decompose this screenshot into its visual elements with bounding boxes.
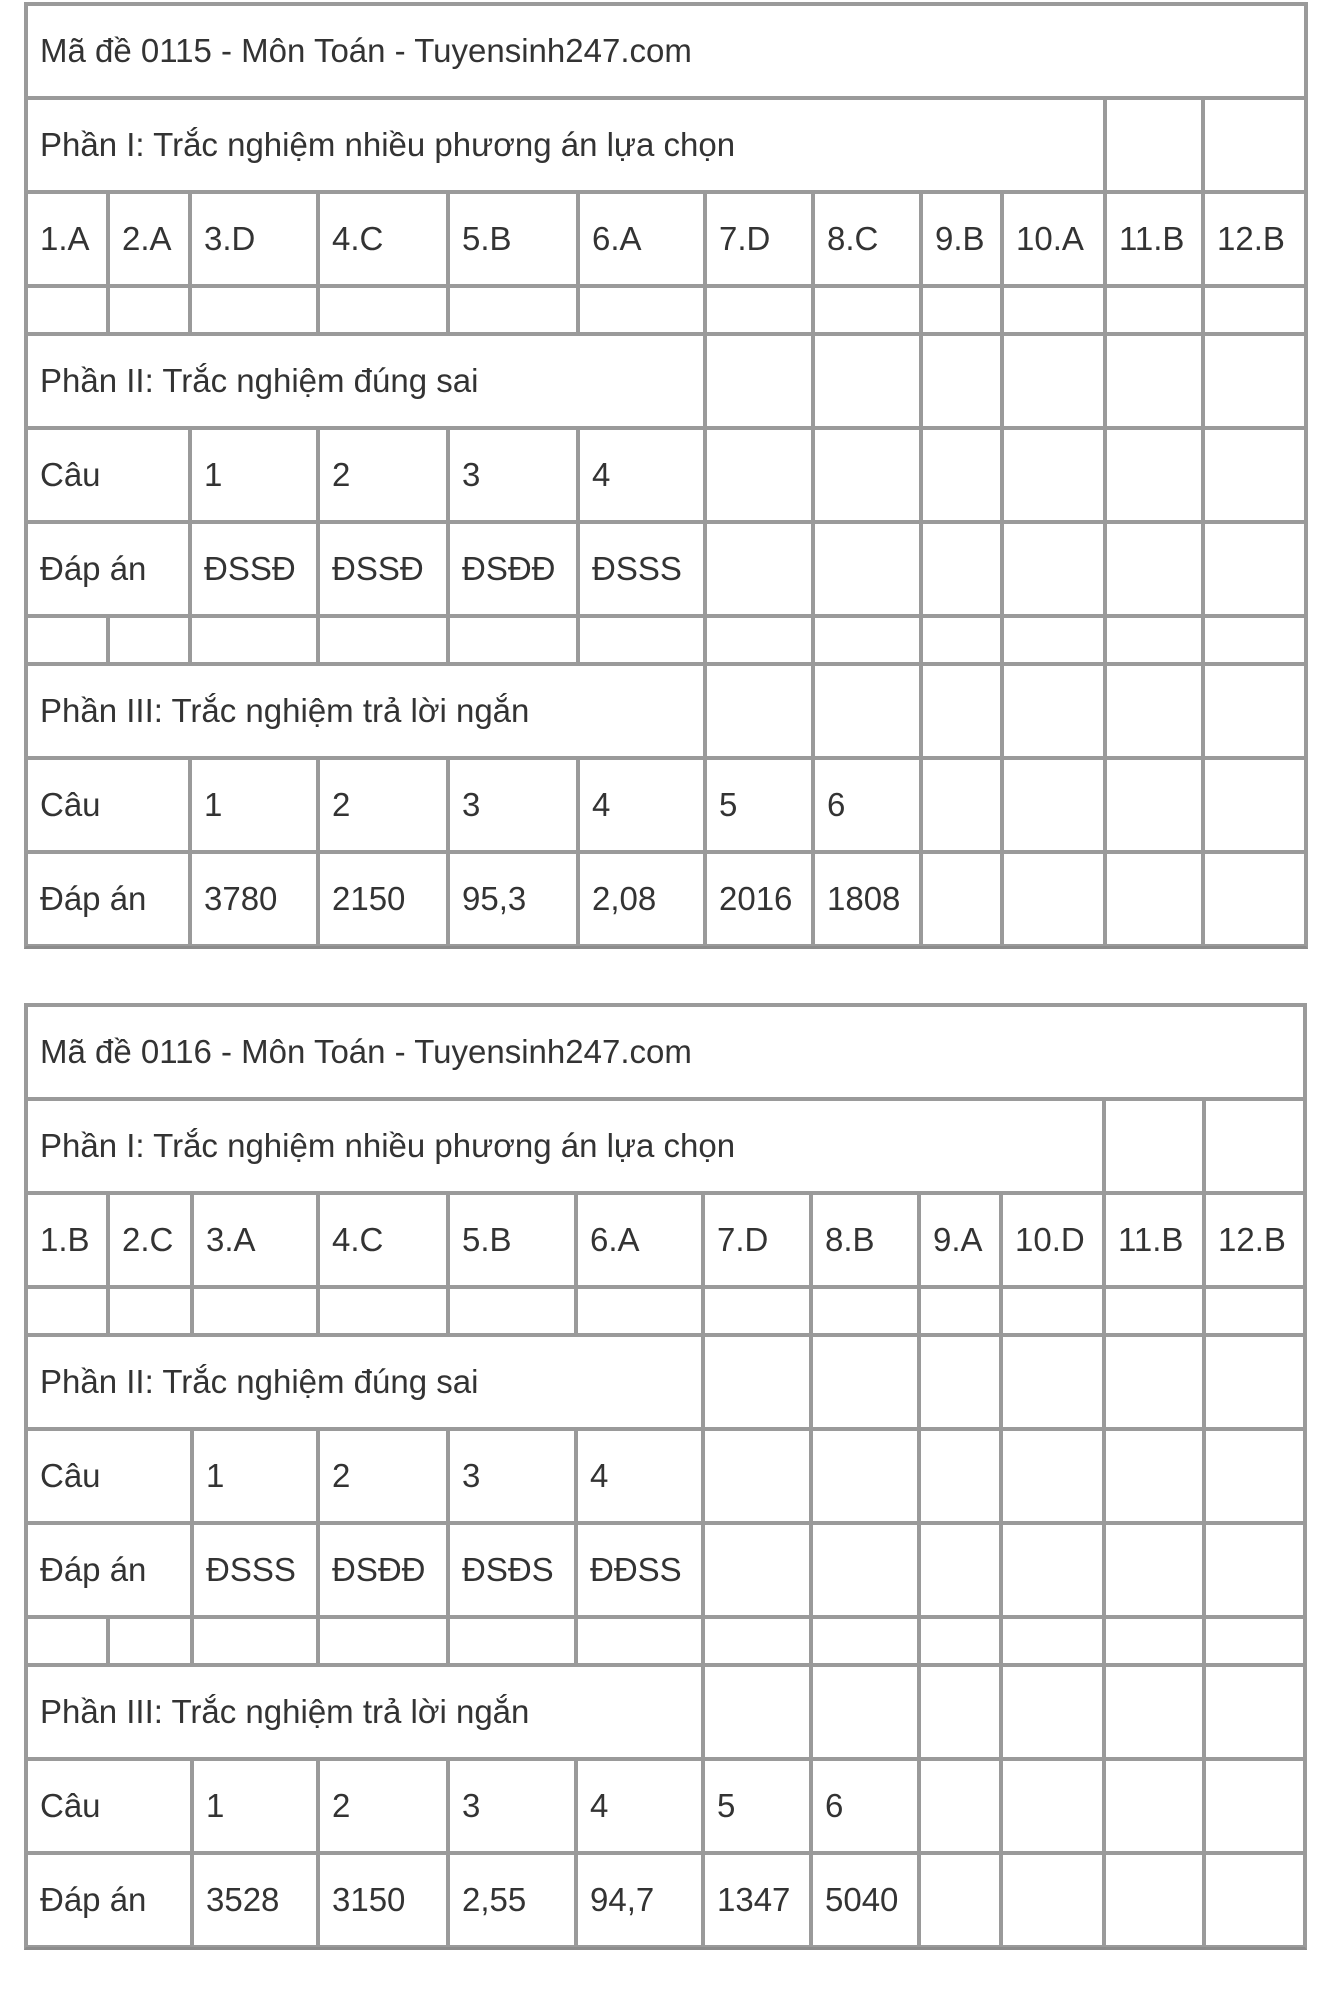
part2-question: 1 (192, 1429, 318, 1523)
part2-question: 2 (318, 428, 448, 522)
part3-answer: 1808 (813, 852, 921, 946)
part3-question: 4 (576, 1759, 703, 1853)
mc-answer: 1.A (26, 192, 108, 286)
mc-answer: 3.D (190, 192, 318, 286)
mc-answer: 5.B (448, 1193, 576, 1287)
mc-answer: 4.C (318, 1193, 448, 1287)
mc-answer: 11.B (1104, 1193, 1204, 1287)
part3-cau-label: Câu (26, 1759, 192, 1853)
part2-question: 3 (448, 1429, 576, 1523)
mc-answer: 12.B (1203, 192, 1306, 286)
answer-table-0115 (24, 2, 1308, 949)
mc-answer: 8.B (811, 1193, 919, 1287)
answer-table-0116 (24, 1003, 1307, 1950)
mc-answer: 7.D (703, 1193, 811, 1287)
part3-question-row (26, 758, 1306, 852)
part1-title: Phần I: Trắc nghiệm nhiều phương án lựa chọn (26, 1099, 1104, 1193)
part2-answer: ĐSSS (578, 522, 705, 616)
spacer-row (26, 1287, 1305, 1335)
part2-answer: ĐSĐĐ (318, 1523, 448, 1617)
part2-question: 2 (318, 1429, 448, 1523)
mc-answer: 8.C (813, 192, 921, 286)
spacer-row (26, 1617, 1305, 1665)
part2-answer-row (26, 522, 1306, 616)
mc-answer: 9.A (919, 1193, 1001, 1287)
part3-answer: 2150 (318, 852, 448, 946)
part3-dapan-label: Đáp án (26, 1853, 192, 1947)
part2-question: 3 (448, 428, 578, 522)
part2-cau-label: Câu (26, 428, 190, 522)
mc-answer: 2.C (108, 1193, 192, 1287)
part2-answer: ĐSĐĐ (448, 522, 578, 616)
part3-answer-row (26, 1853, 1305, 1947)
mc-answer: 10.D (1001, 1193, 1104, 1287)
part3-question-row (26, 1759, 1305, 1853)
part3-dapan-label: Đáp án (26, 852, 190, 946)
part2-question: 1 (190, 428, 318, 522)
part3-answer: 1347 (703, 1853, 811, 1947)
part3-answer: 2016 (705, 852, 813, 946)
part1-answer-row (26, 1193, 1305, 1287)
empty-cell (1105, 98, 1203, 192)
part3-answer-row (26, 852, 1306, 946)
part3-question: 3 (448, 1759, 576, 1853)
part3-question: 2 (318, 1759, 448, 1853)
part3-title: Phần III: Trắc nghiệm trả lời ngắn (26, 1665, 703, 1759)
part2-dapan-label: Đáp án (26, 1523, 192, 1617)
part3-answer: 5040 (811, 1853, 919, 1947)
mc-answer: 6.A (578, 192, 705, 286)
part3-answer: 95,3 (448, 852, 578, 946)
table-title: Mã đề 0116 - Môn Toán - Tuyensinh247.com (26, 1005, 1305, 1099)
mc-answer: 11.B (1105, 192, 1203, 286)
mc-answer: 3.A (192, 1193, 318, 1287)
part2-answer: ĐSSĐ (190, 522, 318, 616)
part2-question: 4 (578, 428, 705, 522)
part3-question: 1 (190, 758, 318, 852)
part2-answer: ĐSĐS (448, 1523, 576, 1617)
part2-answer: ĐSSS (192, 1523, 318, 1617)
empty-cell (1204, 1099, 1305, 1193)
part2-dapan-label: Đáp án (26, 522, 190, 616)
mc-answer: 9.B (921, 192, 1002, 286)
part2-answer: ĐĐSS (576, 1523, 703, 1617)
part3-question: 5 (703, 1759, 811, 1853)
part1-title: Phần I: Trắc nghiệm nhiều phương án lựa chọn (26, 98, 1105, 192)
table-title: Mã đề 0115 - Môn Toán - Tuyensinh247.com (26, 4, 1306, 98)
part3-question: 3 (448, 758, 578, 852)
part3-question: 5 (705, 758, 813, 852)
mc-answer: 12.B (1204, 1193, 1305, 1287)
empty-cell (1104, 1099, 1204, 1193)
mc-answer: 5.B (448, 192, 578, 286)
part3-answer: 3528 (192, 1853, 318, 1947)
part3-question: 2 (318, 758, 448, 852)
spacer-row (26, 616, 1306, 664)
part3-answer: 3780 (190, 852, 318, 946)
part3-answer: 94,7 (576, 1853, 703, 1947)
part2-title: Phần II: Trắc nghiệm đúng sai (26, 1335, 703, 1429)
mc-answer: 2.A (108, 192, 190, 286)
part3-answer: 2,55 (448, 1853, 576, 1947)
part3-question: 1 (192, 1759, 318, 1853)
spacer-row (26, 286, 1306, 334)
part2-answer: ĐSSĐ (318, 522, 448, 616)
part3-answer: 2,08 (578, 852, 705, 946)
part3-question: 4 (578, 758, 705, 852)
mc-answer: 4.C (318, 192, 448, 286)
mc-answer: 10.A (1002, 192, 1105, 286)
part1-answer-row (26, 192, 1306, 286)
empty-cell (1203, 98, 1306, 192)
part2-question: 4 (576, 1429, 703, 1523)
mc-answer: 7.D (705, 192, 813, 286)
part3-question: 6 (813, 758, 921, 852)
part2-answer-row (26, 1523, 1305, 1617)
part3-question: 6 (811, 1759, 919, 1853)
part2-question-row (26, 428, 1306, 522)
part3-answer: 3150 (318, 1853, 448, 1947)
part3-cau-label: Câu (26, 758, 190, 852)
part2-cau-label: Câu (26, 1429, 192, 1523)
mc-answer: 1.B (26, 1193, 108, 1287)
part2-question-row (26, 1429, 1305, 1523)
part3-title: Phần III: Trắc nghiệm trả lời ngắn (26, 664, 705, 758)
part2-title: Phần II: Trắc nghiệm đúng sai (26, 334, 705, 428)
mc-answer: 6.A (576, 1193, 703, 1287)
